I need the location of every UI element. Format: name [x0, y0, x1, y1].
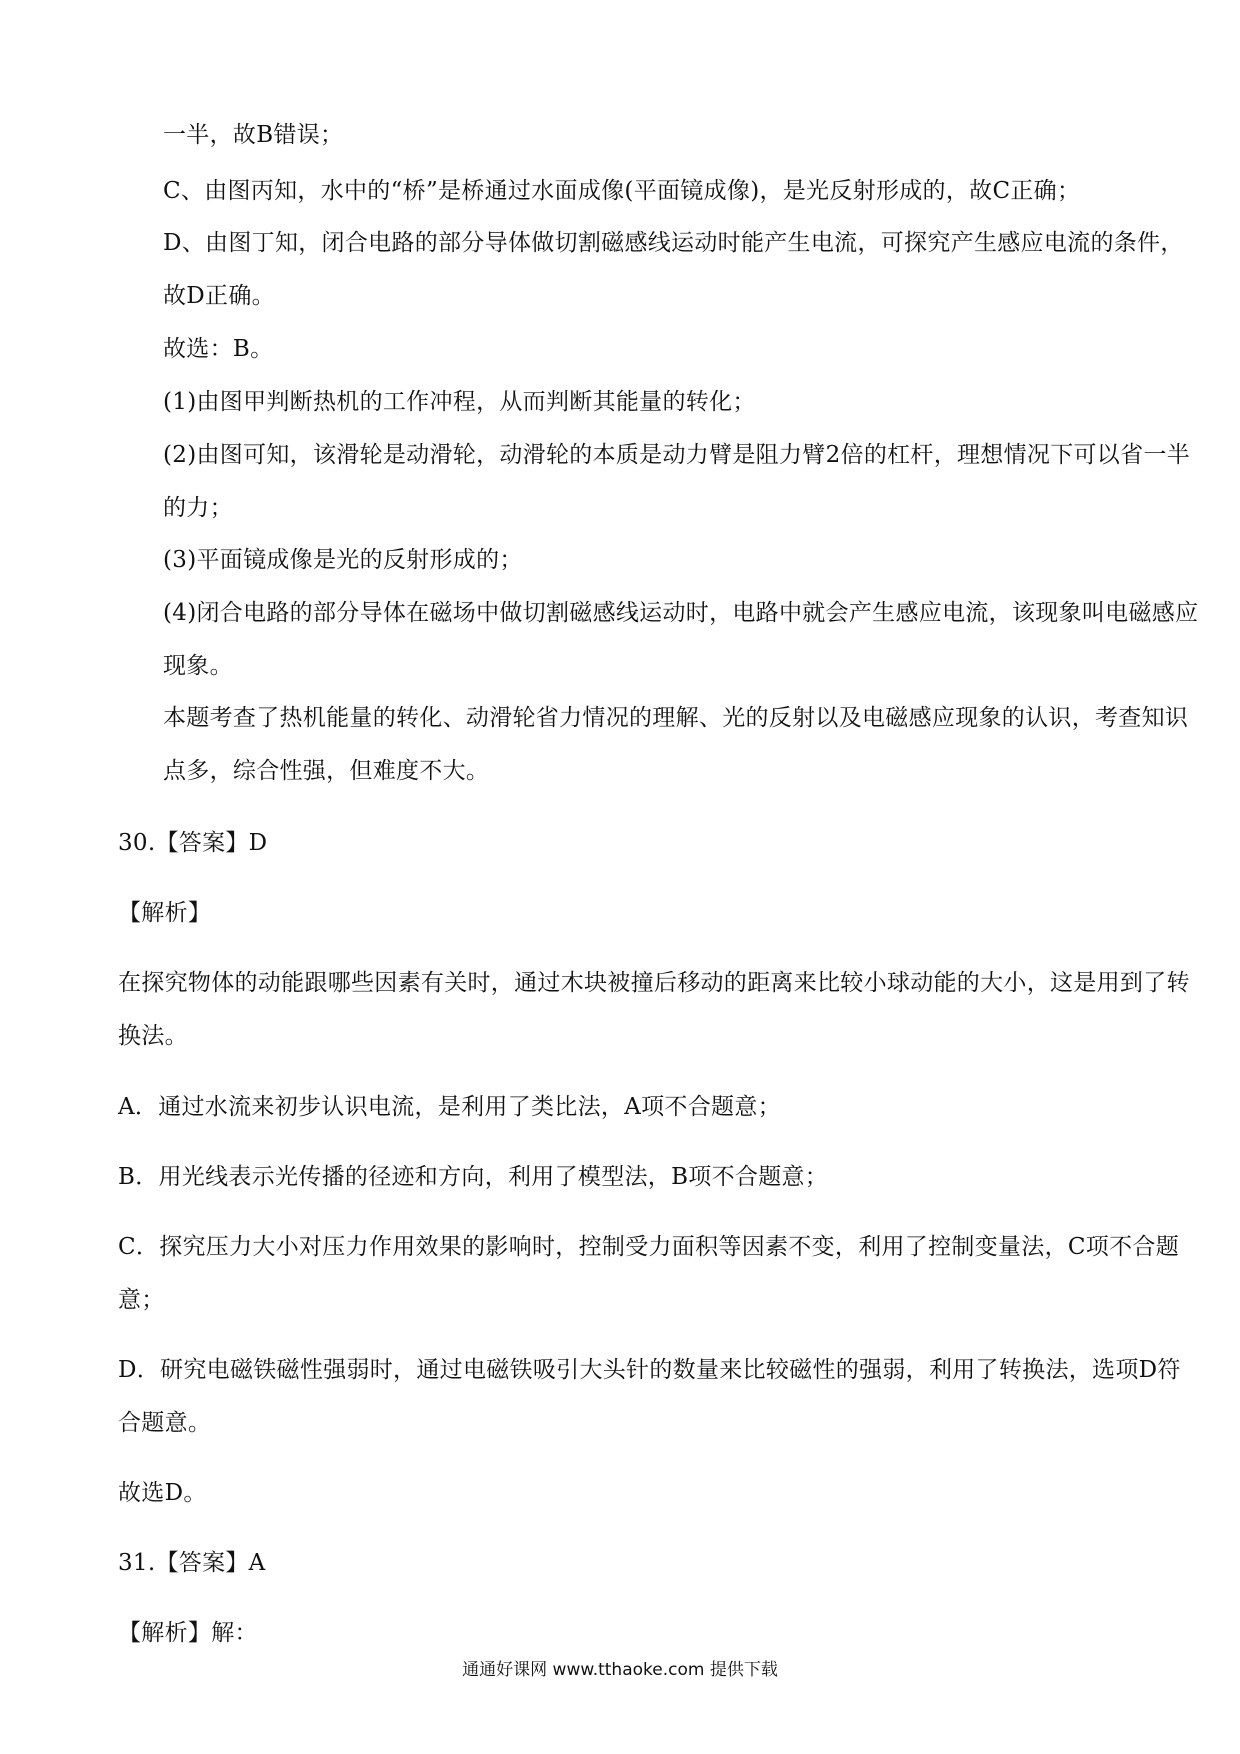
- analysis-heading: 【解析】解：: [118, 1620, 258, 1646]
- text-line: 一半，故B错误；: [163, 122, 344, 148]
- text-line: C、由图丙知，水中的“桥”是桥通过水面成像(平面镜成像)，是光反射形成的，故C正确；: [163, 178, 1081, 204]
- answer-heading: 31.【答案】A: [118, 1550, 266, 1576]
- option-d: D．研究电磁铁磁性强弱时，通过电磁铁吸引大头针的数量来比较磁性的强弱，利用了转换法，选项D符: [118, 1357, 1181, 1383]
- text-line: (3)平面镜成像是光的反射形成的；: [163, 547, 523, 573]
- text-line: 点多，综合性强，但难度不大。: [163, 758, 490, 784]
- text-line: 换法。: [118, 1023, 188, 1049]
- text-line: D、由图丁知，闭合电路的部分导体做切割磁感线运动时能产生电流，可探究产生感应电流的条件，: [163, 230, 1184, 256]
- text-line: 故D正确。: [163, 283, 275, 309]
- text-line: 在探究物体的动能跟哪些因素有关时，通过木块被撞后移动的距离来比较小球动能的大小，这是用到了转: [118, 970, 1190, 996]
- answer-heading: 30.【答案】D: [118, 830, 268, 856]
- page-footer: 通通好课网 www.tthaoke.com 提供下载: [462, 1660, 778, 1680]
- text-line: 故选：B。: [163, 336, 274, 362]
- option-b: B．用光线表示光传播的径迹和方向，利用了模型法，B项不合题意；: [118, 1164, 829, 1190]
- text-line: 现象。: [163, 653, 233, 679]
- option-c: C．探究压力大小对压力作用效果的影响时，控制受力面积等因素不变，利用了控制变量法，C项不合题: [118, 1234, 1179, 1260]
- analysis-heading: 【解析】: [118, 900, 212, 926]
- text-line: 故选D。: [118, 1480, 207, 1506]
- text-line: (1)由图甲判断热机的工作冲程，从而判断其能量的转化；: [163, 389, 756, 415]
- text-line: (4)闭合电路的部分导体在磁场中做切割磁感线运动时，电路中就会产生感应电流，该现象叫电磁感应: [163, 600, 1199, 626]
- text-line: 本题考查了热机能量的转化、动滑轮省力情况的理解、光的反射以及电磁感应现象的认识，考查知识: [163, 705, 1189, 731]
- text-line: (2)由图可知，该滑轮是动滑轮，动滑轮的本质是动力臂是阻力臂2倍的杠杆，理想情况下可以省一半: [163, 442, 1191, 468]
- text-line: 合题意。: [118, 1410, 212, 1436]
- text-line: 意；: [118, 1287, 165, 1313]
- option-a: A．通过水流来初步认识电流，是利用了类比法，A项不合题意；: [118, 1094, 781, 1120]
- text-line: 的力；: [163, 495, 233, 521]
